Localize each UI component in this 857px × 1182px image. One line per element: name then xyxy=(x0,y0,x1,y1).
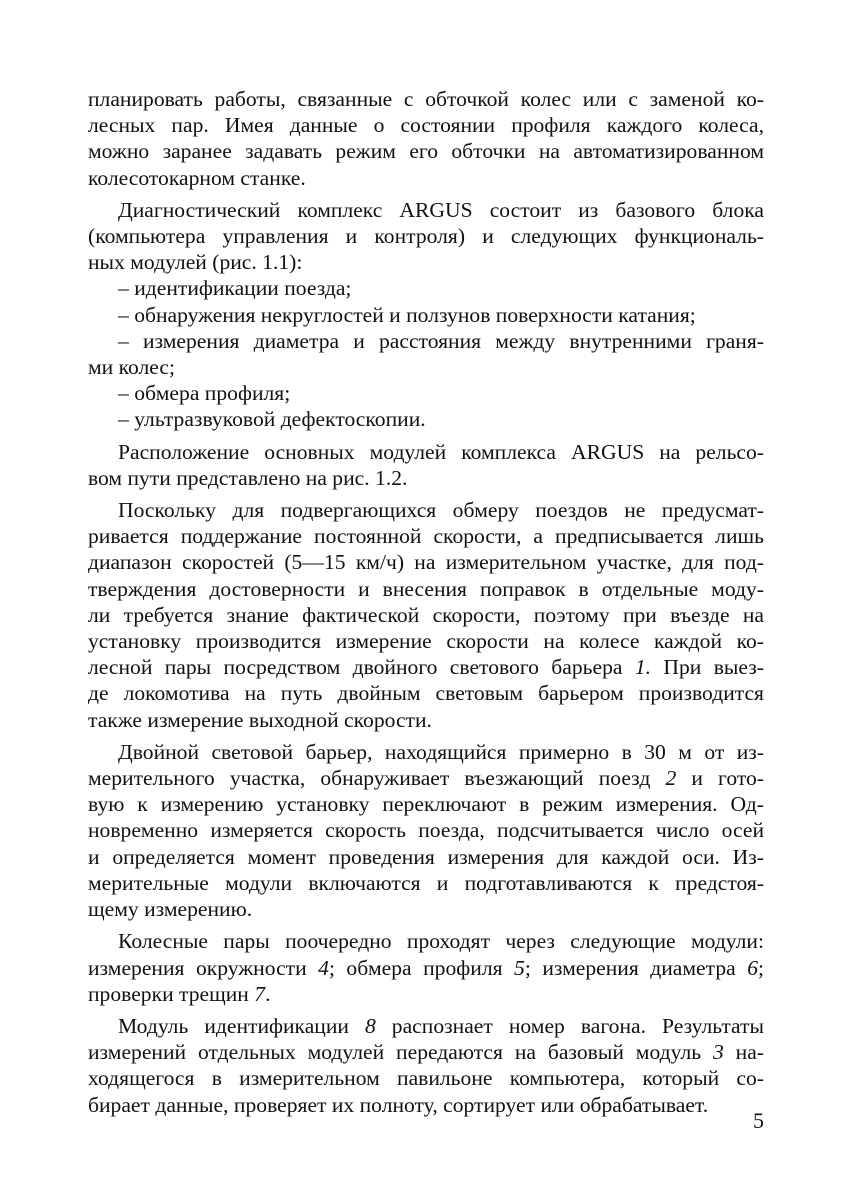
figure-reference: 4 xyxy=(318,955,329,980)
text-segment: Модуль идентификации xyxy=(118,1013,365,1038)
text-segment: измерений отдельных модулей передаются на базовый модуль xyxy=(88,1040,713,1065)
text-line: Колесные пары поочередно проходят через следующие модули: xyxy=(118,929,764,954)
text-line: щему измерению. xyxy=(88,897,253,922)
figure-reference: 8 xyxy=(364,1013,376,1038)
text-line xyxy=(88,654,764,680)
text-line: лесных пар. Имея данные о состоянии профиля каждого колеса, xyxy=(88,113,764,138)
page-number: 5 xyxy=(753,1108,764,1133)
text-line: мерительные модули включаются и подготавливаются к предстоя- xyxy=(88,870,764,895)
paragraph-2 xyxy=(88,197,764,276)
list-item xyxy=(118,380,764,406)
paragraph-1 xyxy=(88,86,764,191)
list-item xyxy=(118,328,764,354)
text-segment: . xyxy=(265,981,271,1006)
text-line: и определяется момент проведения измерения для каждой оси. Из- xyxy=(88,844,764,869)
figure-reference: 5 xyxy=(514,955,525,980)
text-segment: измерения окружности xyxy=(88,955,319,980)
list-item-text: – измерения диаметра и расстояния между внутренними граня- xyxy=(118,328,764,353)
text-line: ривается поддержание постоянной скорости, а предписывается лишь xyxy=(88,524,764,549)
text-line: ходящегося в измерительном павильоне компьютера, который со- xyxy=(88,1066,764,1091)
list-item-text: ми колес; xyxy=(88,355,176,380)
text-segment: проверки трещин xyxy=(88,981,255,1006)
text-line xyxy=(88,1013,764,1039)
figure-reference: 7 xyxy=(254,981,266,1006)
paragraph-4 xyxy=(88,497,764,733)
list-item-text: – обмера профиля; xyxy=(118,381,291,406)
text-segment: лесной пары посредством двойного светового барьера xyxy=(88,655,635,680)
figure-reference: 2 xyxy=(665,766,677,791)
text-segment: При выез- xyxy=(651,655,764,680)
paragraph-6 xyxy=(88,928,764,1007)
text-line: Диагностический комплекс ARGUS состоит из базового блока xyxy=(118,197,764,222)
text-line: бирает данные, проверяет их полноту, сортирует или обрабатывает. xyxy=(88,1092,709,1117)
text-line: новременно измеряется скорость поезда, подсчитывается число осей xyxy=(88,818,764,843)
text-segment: ; обмера профиля xyxy=(328,955,515,980)
list-item xyxy=(118,302,764,328)
text-segment: мерительного участка, обнаруживает въезжающий поезд xyxy=(88,766,666,791)
text-segment: и гото- xyxy=(676,766,764,791)
text-line: Расположение основных модулей комплекса ARGUS на рельсо- xyxy=(118,439,764,464)
text-segment: на- xyxy=(723,1040,764,1065)
paragraph-7 xyxy=(88,1013,764,1118)
text-line: колесотокарном станке. xyxy=(88,165,306,190)
figure-reference: 1. xyxy=(634,655,652,680)
text-line: вом пути представлено на рис. 1.2. xyxy=(88,465,408,490)
figure-reference: 6 xyxy=(747,955,759,980)
text-line xyxy=(88,765,764,791)
text-line: Поскольку для подвергающихся обмеру поездов не предусмат- xyxy=(118,498,764,523)
list-item-continuation xyxy=(88,354,764,380)
text-line: установку производится измерение скорости на колесе каждой ко- xyxy=(88,629,764,654)
text-line: (компьютера управления и контроля) и следующих функциональ- xyxy=(88,224,764,249)
list-item-text: – идентификации поезда; xyxy=(118,276,352,301)
text-line: ных модулей (рис. 1.1): xyxy=(88,250,303,275)
text-line: ли требуется знание фактической скорости, поэтому при въезде на xyxy=(88,602,764,627)
page-body xyxy=(88,86,764,1124)
figure-reference: 3 xyxy=(712,1040,724,1065)
text-line: планировать работы, связанные с обточкой колес или с заменой ко- xyxy=(88,87,764,111)
text-line: де локомотива на путь двойным световым барьером производится xyxy=(88,681,764,706)
text-line: Двойной световой барьер, находящийся примерно в 30 м от из- xyxy=(118,739,764,764)
text-line: диапазон скоростей (5—15 км/ч) на измерительном участке, для под- xyxy=(88,550,764,575)
paragraph-3 xyxy=(88,439,764,491)
text-line: также измерение выходной скорости. xyxy=(88,707,432,732)
text-line: можно заранее задавать режим его обточки на автоматизированном xyxy=(88,139,764,164)
list-item-text: – ультразвуковой дефектоскопии. xyxy=(118,407,426,432)
text-segment: распознает номер вагона. Результаты xyxy=(375,1013,764,1038)
text-line xyxy=(88,981,764,1007)
text-line xyxy=(88,1039,764,1065)
list-item xyxy=(118,406,764,432)
text-line xyxy=(88,955,764,981)
list-item xyxy=(118,275,764,301)
text-line: тверждения достоверности и внесения поправок в отдельные моду- xyxy=(88,576,764,601)
text-segment: ; измерения диаметра xyxy=(524,955,748,980)
text-line: вую к измерению установку переключают в режим измерения. Од- xyxy=(88,792,764,817)
list-item-text: – обнаружения некруглостей и ползунов поверхности катания; xyxy=(118,302,696,327)
text-segment: ; xyxy=(758,955,765,980)
paragraph-5 xyxy=(88,739,764,922)
